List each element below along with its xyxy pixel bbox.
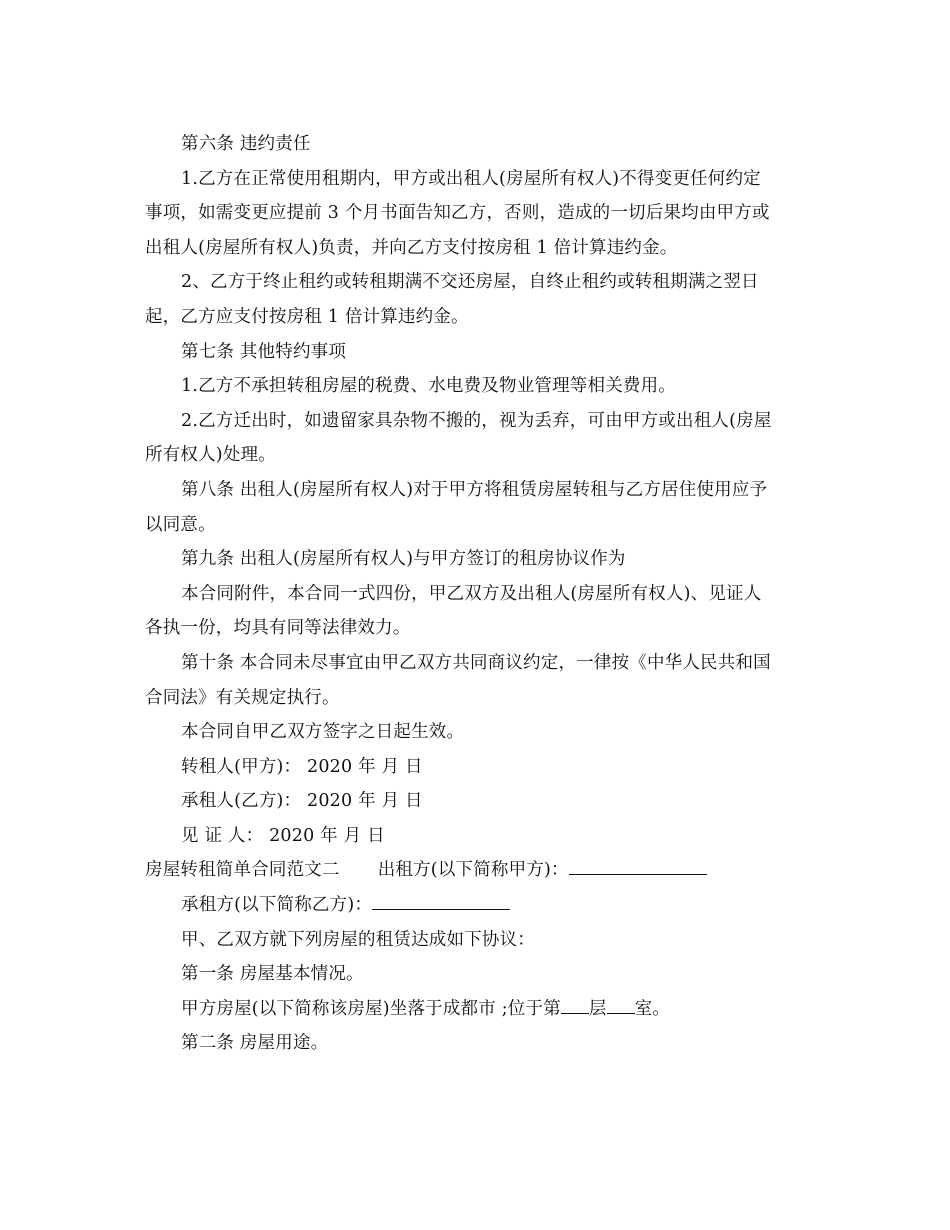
- paragraph-line: 以同意。: [145, 514, 216, 535]
- article-9-line: 第九条 出租人(房屋所有权人)与甲方签订的租房协议作为: [181, 549, 626, 570]
- article-1-title: 第一条 房屋基本情况。: [181, 964, 364, 985]
- paragraph-line: 2.乙方迁出时，如遗留家具杂物不搬的，视为丢弃，可由甲方或出租人(房屋: [181, 410, 772, 431]
- paragraph-line: 起，乙方应支付按房租 1 倍计算违约金。: [145, 306, 469, 327]
- paragraph-line: 事项，如需变更应提前 3 个月书面告知乙方，否则，造成的一切后果均由甲方或: [145, 203, 770, 224]
- witness-signature-line: 见 证 人： 2020 年 月 日: [181, 825, 385, 846]
- paragraph-line: 本合同附件，本合同一式四份，甲乙双方及出租人(房屋所有权人)、见证人: [181, 583, 762, 604]
- sublessor-signature-line: 转租人(甲方)： 2020 年 月 日: [181, 756, 423, 777]
- property-location-line: [145, 992, 805, 1027]
- lessee-signature-line: 承租人(乙方)： 2020 年 月 日: [181, 791, 423, 812]
- floor-blank-field[interactable]: [561, 999, 589, 1014]
- paragraph-line: 出租人(房屋所有权人)负责，并向乙方支付按房租 1 倍计算违约金。: [145, 237, 678, 258]
- paragraph-line: 合同法》有关规定执行。: [145, 687, 340, 708]
- article-2-title: 第二条 房屋用途。: [181, 1033, 329, 1054]
- template-title: 房屋转租简单合同范文二: [145, 860, 340, 881]
- agreement-intro: 甲、乙双方就下列房屋的租赁达成如下协议：: [181, 929, 535, 950]
- paragraph-line: 1.乙方不承担转租房屋的税费、水电费及物业管理等相关费用。: [181, 376, 676, 397]
- lessor-label: 出租方(以下简称甲方)：: [377, 860, 569, 881]
- article-7-title: 第七条 其他特约事项: [181, 341, 347, 362]
- room-blank-field[interactable]: [607, 999, 635, 1014]
- article-10-line: 第十条 本合同未尽事宜由甲乙双方共同商议约定，一律按《中华人民共和国: [181, 652, 771, 673]
- paragraph-line: 1.乙方在正常使用租期内，甲方或出租人(房屋所有权人)不得变更任何约定: [181, 168, 761, 189]
- article-8-line: 第八条 出租人(房屋所有权人)对于甲方将租赁房屋转租与乙方居住使用应予: [181, 479, 768, 500]
- article-6-title: 第六条 违约责任: [181, 134, 311, 154]
- paragraph-line: 各执一份，均具有同等法律效力。: [145, 618, 411, 639]
- lessor-blank-field[interactable]: [569, 860, 707, 875]
- template-two-header-line: [145, 853, 805, 888]
- paragraph-line: 所有权人)处理。: [145, 445, 276, 466]
- floor-label: 层: [588, 998, 607, 1019]
- lessee-blank-field[interactable]: [372, 895, 510, 910]
- lessee-label: 承租方(以下简称乙方)：: [181, 895, 373, 916]
- effective-clause: 本合同自甲乙双方签字之日起生效。: [181, 722, 465, 743]
- document-body: [145, 127, 805, 1061]
- room-label: 室。: [634, 998, 671, 1019]
- paragraph-line: 2、乙方于终止租约或转租期满不交还房屋，自终止租约或转租期满之翌日: [181, 272, 759, 293]
- location-prefix: 甲方房屋(以下简称该房屋)坐落于成都市 ;位于第: [181, 998, 561, 1019]
- lessee-line: [145, 888, 805, 923]
